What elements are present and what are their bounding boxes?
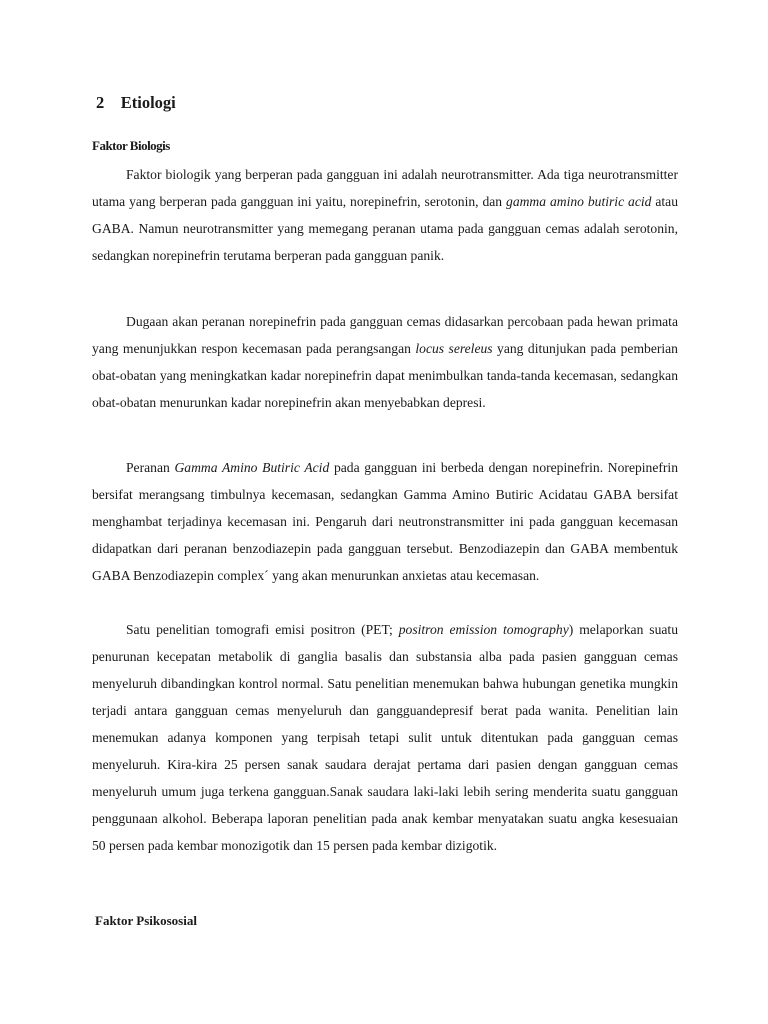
paragraph-4 (92, 616, 678, 859)
paragraph-2-italic: locus sereleus (415, 341, 493, 356)
paragraph-1-text-a: Faktor biologik yang berperan pada gangguan ini adalah neurotransmitter. Ada tiga neurotransmitter utama yang berperan pada gangguan ini yaitu, norepinefrin, serotonin, dan (92, 167, 678, 209)
paragraph-2-text-a: Dugaan akan peranan norepinefrin pada gangguan cemas didasarkan percobaan pada hewan primata yang menunjukkan respon kecemasan pada perangsangan (92, 314, 678, 356)
paragraph-4-text-a: Satu penelitian tomografi emisi positron (PET; (126, 622, 399, 637)
paragraph-4-text-b: ) melaporkan suatu penurunan kecepatan metabolik di ganglia basalis dan substansia alba pada pasien gangguan cemas menyeluruh dibandingkan kontrol normal. Satu penelitian menemukan bahwa hubungan genetika mungkin terjadi antara gangguan cemas menyeluruh dan gangguandepresif berat pada wanita. Penelitian lain menemukan adanya komponen yang terpisah tetapi sulit untuk ditentukan pada gangguan cemas menyeluruh. Kira-kira 25 persen sanak saudara derajat pertama dari pasien dengan gangguan cemas menyeluruh umum juga terkena gangguan.Sanak saudara laki-laki lebih sering menderita suatu gangguan penggunaan alkohol. Beberapa laporan penelitian pada anak kembar menyatakan suatu angka kesesuaian 50 persen pada kembar monozigotik dan 15 persen pada kembar dizigotik. (92, 622, 679, 853)
subsection-title-faktor-biologis: Faktor Biologis (92, 138, 170, 153)
paragraph-4-italic: positron emission tomography (398, 622, 569, 637)
paragraph-3-italic: Gamma Amino Butiric Acid (174, 460, 330, 475)
paragraph-2-text-b: yang ditunjukan pada pemberian obat-obatan yang meningkatkan kadar norepinefrin dapat menimbulkan tanda-tanda kecemasan, sedangkan obat-obatan menurunkan kadar norepinefrin akan menyebabkan depresi. (92, 341, 678, 410)
paragraph-3-text-a: Peranan (126, 460, 175, 475)
paragraph-2 (92, 308, 678, 416)
section-title: Etiologi (120, 93, 176, 112)
paragraph-1-text-b: atau GABA. Namun neurotransmitter yang memegang peranan utama pada gangguan cemas adalah serotonin, sedangkan norepinefrin terutama berperan pada gangguan panik. (92, 194, 678, 263)
paragraph-1 (92, 161, 678, 269)
paragraph-3-text-b: pada gangguan ini berbeda dengan norepinefrin. Norepinefrin bersifat merangsang timbulnya kecemasan, sedangkan Gamma Amino Butiric Acidatau GABA bersifat menghambat terjadinya kecemasan ini. Pengaruh dari neutronstransmitter ini pada gangguan kecemasan didapatkan dari peranan benzodiazepin pada gangguan tersebut. Benzodiazepin dan GABA membentuk GABA Benzodiazepin complex´ yang akan menurunkan anxietas atau kecemasan. (92, 460, 679, 583)
paragraph-1-italic: gamma amino butiric acid (506, 194, 652, 209)
section-heading (96, 93, 176, 113)
paragraph-3 (92, 454, 678, 589)
section-number: 2 (96, 93, 105, 112)
subsection-title-faktor-psikososial: Faktor Psikososial (95, 913, 197, 928)
